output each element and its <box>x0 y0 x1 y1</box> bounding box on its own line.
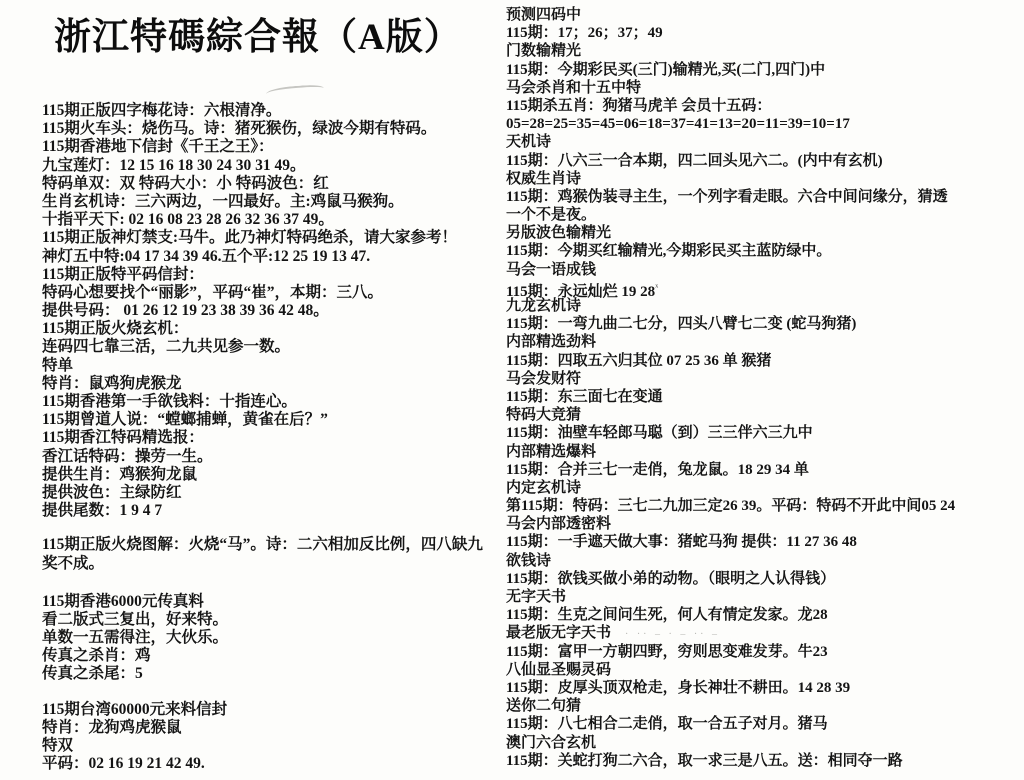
text-line: 看二版式三复出，好来特。 <box>42 610 229 628</box>
text-line: 内部精选爆料 <box>506 443 597 460</box>
text-line: 香江话特码：操劳一生。 <box>42 447 213 465</box>
text-line: 提供生肖：鸡猴狗龙鼠 <box>42 465 198 483</box>
text-line: 115期曾道人说：“螳螂捕蝉，黄雀在后？” <box>42 411 328 429</box>
text-line: 115期香港地下信封《千王之王》： <box>42 138 274 156</box>
text-line: 115期：八七相合二走俏，取一合五子对月。猪马 <box>506 716 828 733</box>
text-line: 115期：四取五六归其位 07 25 36 单 猴猪 <box>506 352 772 369</box>
text-line: 115期：鸡猴伪装寻主生，一个列字看走眼。六合中间问缘分，猜透 <box>506 188 948 205</box>
text-line: 九宝莲灯：12 15 16 18 30 24 30 31 49。 <box>42 156 306 174</box>
text-line: 115期香江特码精选报： <box>42 429 204 447</box>
text-line: 传真之杀尾：5 <box>42 665 143 683</box>
text-line: 115期正版火烧图解：火烧“马”。诗：二六相加反比例，四八缺九 <box>42 536 483 554</box>
text-line: 115期：欲钱买做小弟的动物。（眼明之人认得钱） <box>506 570 836 587</box>
text-line: 特肖：龙狗鸡虎猴鼠 <box>42 718 182 736</box>
text-line: 115期：关蛇打狗二六合，取一求三是八五。送：相同夺一路 <box>506 752 903 769</box>
text-line: 提供波色：主绿防红 <box>42 483 182 501</box>
text-line: 提供号码： 01 26 12 19 23 38 39 36 42 48。 <box>42 302 329 320</box>
text-line: 内部精选劲料 <box>506 334 597 351</box>
text-line: 九龙玄机诗 <box>506 298 582 314</box>
text-line: 马会内部透密料 <box>506 516 612 533</box>
text-line: 最老版无字天书 · ·· – · – ·· – <box>506 625 720 642</box>
text-line: 天机诗 <box>506 134 552 151</box>
text-line: 内定玄机诗 <box>506 479 582 496</box>
text-line: 115期：皮厚头顶双枪走，身长神壮不耕田。14 28 39 <box>506 679 851 696</box>
pencil-marks: · ·· – · – ·· – <box>625 629 720 641</box>
text-line: 115期正版四字梅花诗：六根清净。 <box>42 102 282 119</box>
text-line: 115期：一手遮天做大事：猪蛇马狗 提供：11 27 36 48 <box>506 534 857 551</box>
text-line: 115期：17；26；37；49 <box>506 25 663 42</box>
text-line: 115期香港6000元传真料 <box>42 592 204 610</box>
ink-smudge <box>266 84 325 99</box>
handwritten-mark: ˣ <box>655 281 659 293</box>
text-line: 115期：今期彩民买(三门)输精光,买(二门,四门)中 <box>506 61 826 78</box>
text-line: 115期：永远灿烂 19 $28^ˣ$ <box>506 281 659 300</box>
text-line: 生肖玄机诗：三六两边，一四最好。主:鸡鼠马猴狗。 <box>42 192 404 210</box>
text-line: 十指平天下: 02 16 08 23 28 26 32 36 37 49。 <box>42 211 334 229</box>
text-line: 第115期：特码：三七二九加三定26 39。平码：特码不开此中间05 24 <box>506 498 956 515</box>
text-line: 另版波色输精光 <box>506 225 612 242</box>
text-line: 05=28=25=35=45=06=18=37=41=13=20=11=39=10=17 <box>506 116 850 133</box>
text-line: 特单 <box>42 356 74 374</box>
text-line: 八仙显圣赐灵码 <box>506 661 612 678</box>
text-line: 115期香港第一手欲钱料：十指连心。 <box>42 393 297 410</box>
right-column <box>506 6 1022 770</box>
text-line: 平码：02 16 19 21 42 49. <box>42 755 205 773</box>
text-line: 澳门六合玄机 <box>506 734 597 751</box>
text-line: 特码大竞猜 <box>506 407 582 424</box>
left-column <box>42 102 512 773</box>
text-line: 特双 <box>42 737 74 754</box>
text-line: 115期：富甲一方朝四野，穷则思变难发芽。牛23 <box>506 643 828 660</box>
text-line: 门数输精光 <box>506 43 582 60</box>
text-line: 115期：八六三一合本期，四二回头见六二。(内中有玄机) <box>506 152 883 169</box>
text-line: 单数一五需得注，大伙乐。 <box>42 629 229 647</box>
text-line: 115期火车头：烧伤马。诗：猪死猴伤，绿波今期有特码。 <box>42 120 437 138</box>
text-line: 115期：东三面七在变通 <box>506 388 663 405</box>
text-line: 115期正版神灯禁支:马牛。此乃神灯特码绝杀，请大家参考！ <box>42 229 458 247</box>
text-line: 传真之杀肖：鸡 <box>42 647 151 665</box>
text-line: 马会发财符 <box>506 370 582 387</box>
text-line: 115期正版火烧玄机： <box>42 320 189 338</box>
text-line: 115期：今期买红输精光,今期彩民买主蓝防绿中。 <box>506 243 832 260</box>
text-line: 115期台湾60000元来料信封 <box>42 700 228 718</box>
text-line: 一个不是夜。 <box>506 207 597 224</box>
text-line: 特肖：鼠鸡狗虎猴龙 <box>42 374 182 392</box>
text-line: 送你二句猜 <box>506 698 582 715</box>
text-line: 115期：油壁车轻郎马聪（到）三三伴六三九中 <box>506 425 813 442</box>
text-line: 权威生肖诗 <box>506 170 582 187</box>
text-line: 奖不成。 <box>42 554 105 572</box>
text-line: 115期：生克之间问生死，何人有情定发家。龙28 <box>506 607 828 624</box>
text-line: 马会杀肖和十五中特 <box>506 79 642 96</box>
page-title: 浙江特碼綜合報（A版） <box>54 17 462 58</box>
text-line: 连码四七靠三活，二九共见参一数。 <box>42 338 291 356</box>
text-line: 特码心想要找个“丽影”，平码“崔”，本期：三八。 <box>42 283 384 301</box>
text-line: 特码单双：双 特码大小：小 特码波色：红 <box>42 174 329 192</box>
text-line: 无字天书 <box>506 589 567 605</box>
text-line: 115期杀五肖：狗猪马虎羊 会员十五码： <box>506 97 772 114</box>
text-line: 115期：合并三七一走俏，兔龙鼠。18 29 34 单 <box>506 461 809 478</box>
text-line: 提供尾数：1 9 4 7 <box>42 502 163 520</box>
text-line: 预测四码中 <box>506 7 582 23</box>
text-line: 神灯五中特:04 17 34 39 46.五个平:12 25 19 13 47. <box>42 247 371 265</box>
text-line: 欲钱诗 <box>506 552 552 569</box>
text-line: 115期正版特平码信封： <box>42 265 204 283</box>
text-line: 马会一语成钱 <box>506 261 597 278</box>
text-line: 115期：一弯九曲二七分，四头八臂七二变 (蛇马狗猪) <box>506 316 857 333</box>
